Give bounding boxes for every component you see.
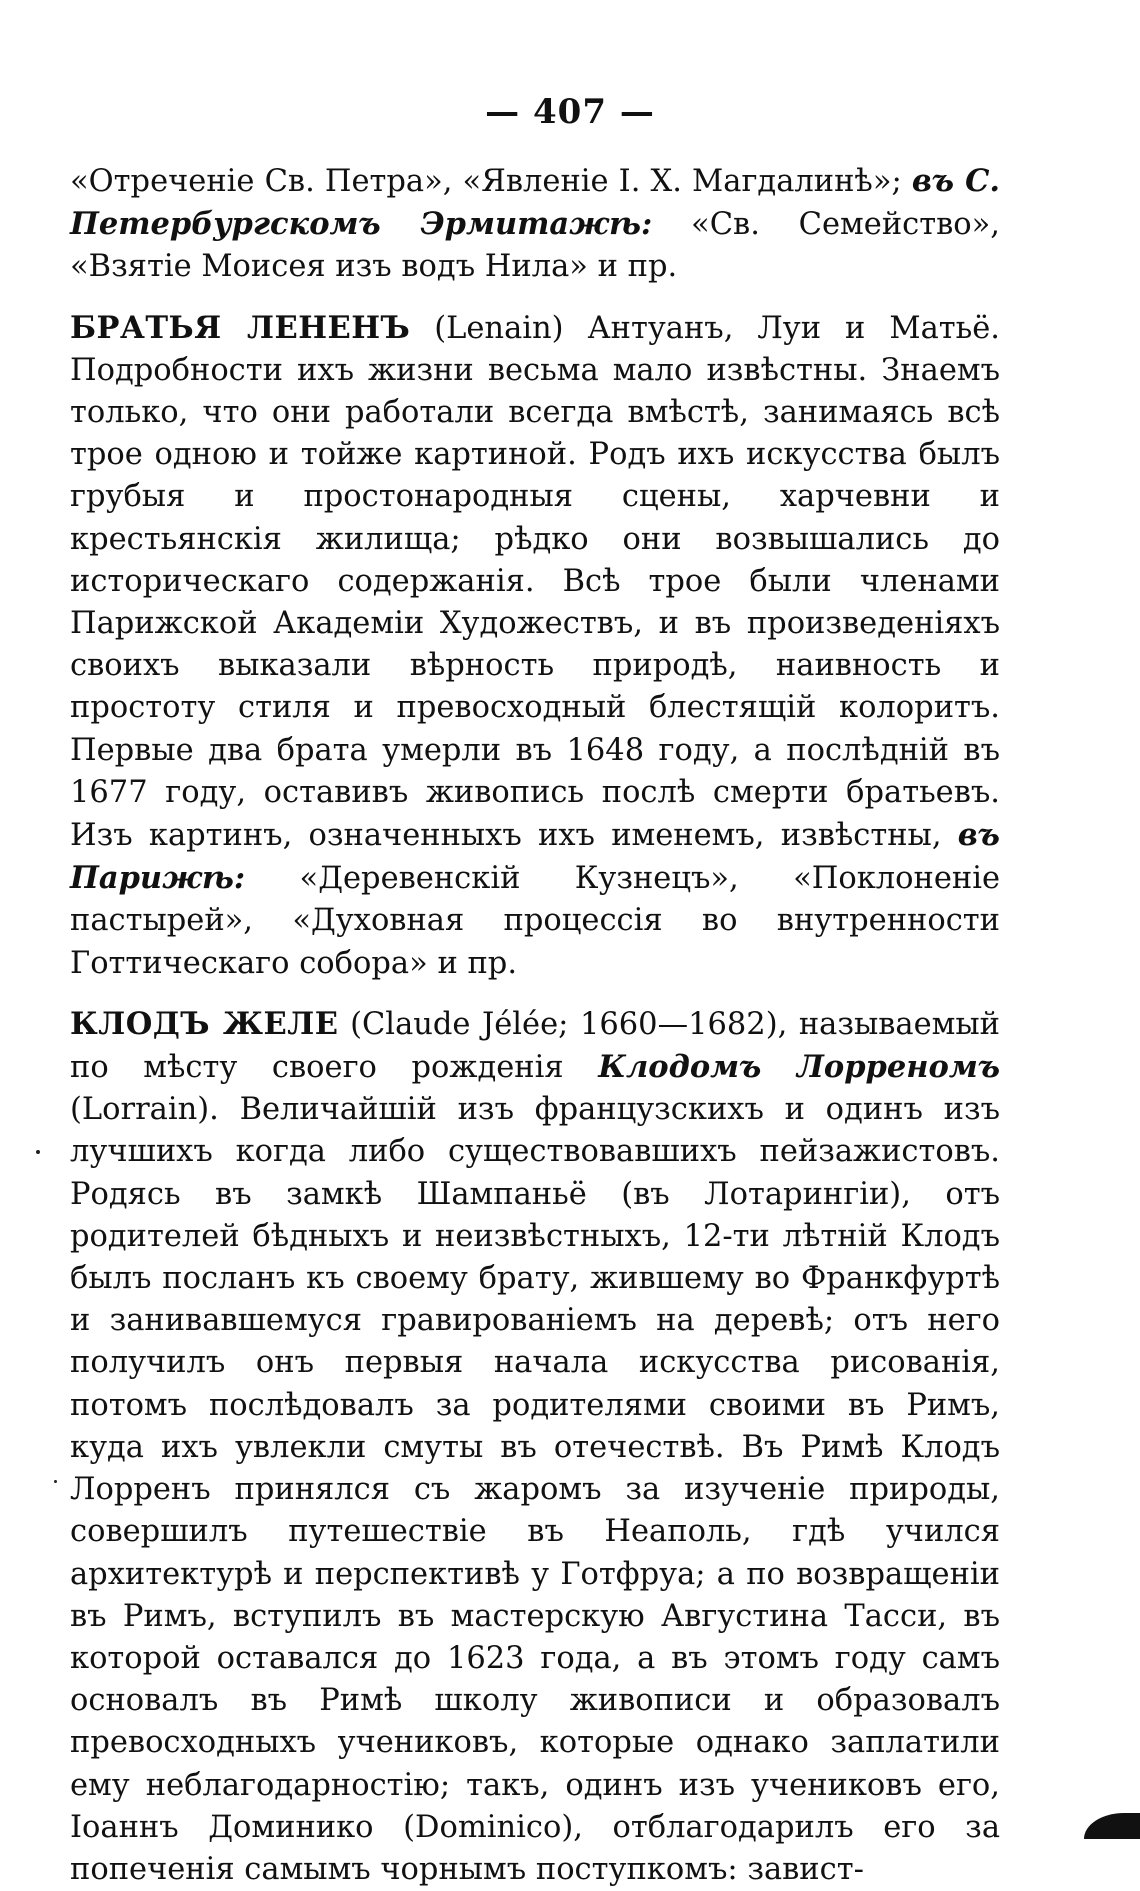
paragraph xyxy=(70,160,1000,289)
paragraph xyxy=(70,307,1000,985)
italic-artist-alias: Клодомъ Лорреномъ xyxy=(598,1049,1000,1086)
text-run: «Отреченіе Св. Петра», «Явленіе І. Х. Магдалинѣ»; xyxy=(70,164,912,199)
italic-location: въ С. Петербургскомъ Эрмитажѣ: xyxy=(70,163,1001,243)
paragraph xyxy=(70,1003,1000,1891)
ink-speck xyxy=(36,1150,40,1154)
text-run: (Lorrain). Величайшій изъ французскихъ и одинъ изъ лучшихъ когда либо существовавшихъ пейзажистовъ. Родясь въ замкѣ Шампаньё (въ Лотарингіи), отъ родителей бѣдныхъ и неизвѣстныхъ, 12-ти лѣтній Клодъ былъ посланъ къ своему брату, жившему во Франкфуртѣ и занивавшемуся гравированіемъ на деревѣ; отъ него получилъ онъ первыя начала искусства рисованія, потомъ послѣдовалъ за родителями своими въ Римъ, куда ихъ увлекли смуты въ отечествѣ. Въ Римѣ Клодъ Лорренъ принялся съ жаромъ за изученіе природы, совершилъ путешествіе въ Неаполь, гдѣ учился архитектурѣ и перспективѣ у Готфруа; а по возвращеніи въ Римъ, вступилъ въ мастерскую Августина Тасси, въ которой оставался до 1623 года, а въ этомъ году самъ основалъ въ Римѣ школу живописи и образовалъ превосходныхъ учениковъ, которые однако заплатили ему неблагодарностію; такъ, одинъ изъ учениковъ его, Іоаннъ Доминико (Dominico), отблагодарилъ его за попеченія самымъ чорнымъ поступкомъ: завист- xyxy=(70,1092,1000,1887)
text-run: «Деревенскій Кузнецъ», «Поклоненіе пастырей», «Духовная процессія во внутренности Готтическаго собора» и пр. xyxy=(70,861,1000,981)
artist-name-heading: БРАТЬЯ ЛЕНЕНЪ xyxy=(70,309,411,346)
text-run: (Claude Jélée; 1660—1682), называемый по мѣсту своего рожденія xyxy=(70,1006,1000,1086)
text-run: «Св. Семейство», «Взятіе Моисея изъ водъ Нила» и пр. xyxy=(70,207,1000,285)
text-column xyxy=(70,160,1000,1891)
page-number: — 407 — xyxy=(485,92,655,132)
ink-speck xyxy=(54,1480,57,1483)
artist-name-heading: КЛОДЪ ЖЕЛЕ xyxy=(70,1005,339,1042)
italic-location: въ Парижѣ: xyxy=(70,817,1000,897)
ink-blot xyxy=(1084,1813,1140,1839)
text-run: (Lenain) Антуанъ, Луи и Матьё. Подробности ихъ жизни весьма мало извѣстны. Знаемъ только, что они работали всегда вмѣстѣ, занимаясь всѣ трое одною и тойже картиной. Родъ ихъ искусства былъ грубыя и простонародныя сцены, харчевни и крестьянскія жилища; рѣдко они возвышались до историческаго содержанія. Всѣ трое были членами Парижской Академіи Художествъ, и въ произведеніяхъ своихъ выказали вѣрность природѣ, наивность и простоту стиля и превосходный блестящій колоритъ. Первые два брата умерли въ 1648 году, а послѣдній въ 1677 году, оставивъ живопись послѣ смерти братьевъ. Изъ картинъ, означенныхъ ихъ именемъ, извѣстны, xyxy=(70,310,1000,854)
